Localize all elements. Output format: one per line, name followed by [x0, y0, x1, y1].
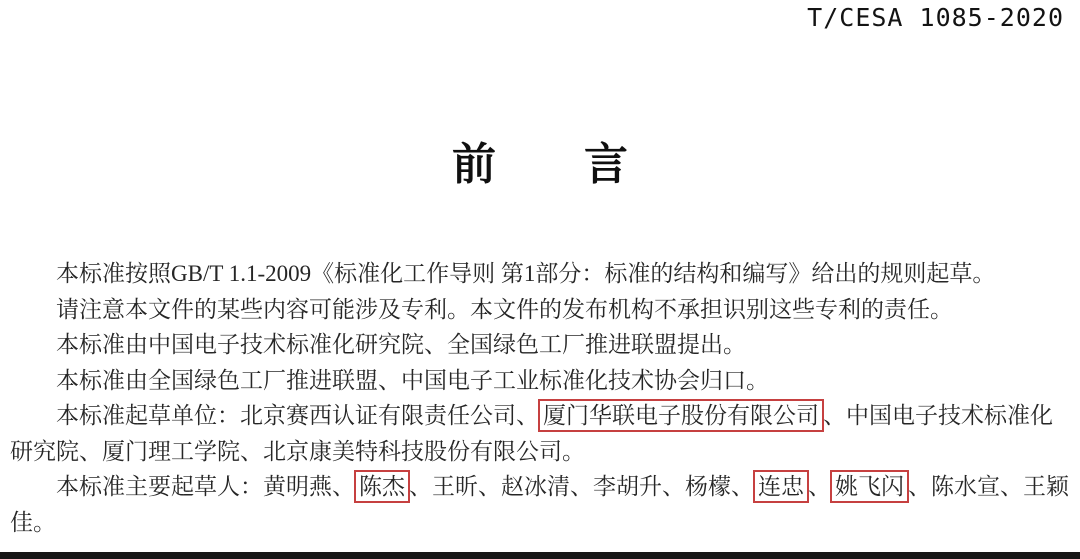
paragraph-text: 本标准由全国绿色工厂推进联盟、中国电子工业标准化技术协会归口。 [56, 367, 769, 393]
red-box-annotation-drafter: 陈杰 [354, 470, 410, 503]
red-box-annotation-drafter: 姚飞闪 [830, 470, 909, 503]
paragraph-text: 请注意本文件的某些内容可能涉及专利。本文件的发布机构不承担识别这些专利的责任。 [56, 296, 953, 322]
paragraph-text: 本标准由中国电子技术标准化研究院、全国绿色工厂推进联盟提出。 [56, 332, 746, 357]
paragraph-text: 、 [808, 474, 831, 499]
paragraph-text: 、陈水宣、王颖 [908, 474, 1069, 499]
paragraph-text: 本标准主要起草人：黄明燕、 [56, 474, 355, 499]
paragraph-text: 、王昕、赵冰清、李胡升、杨檬、 [409, 474, 754, 499]
paragraph-text: 本标准起草单位：北京赛西认证有限责任公司、 [56, 403, 539, 428]
red-box-annotation-drafter: 连忠 [753, 470, 809, 503]
page-title: 前 言 [452, 139, 628, 190]
page-bottom-edge [0, 552, 1080, 559]
paragraph-centralized-by [10, 363, 1076, 399]
paragraph-text: 本标准按照GB/T 1.1-2009《标准化工作导则 第1部分：标准的结构和编写》给出的规则起草。 [56, 261, 996, 286]
foreword-body [10, 256, 1076, 540]
paragraph-drafting-organizations-line2 [10, 434, 1076, 470]
paragraph-main-drafters-line1 [10, 469, 1076, 505]
red-box-annotation-organization: 厦门华联电子股份有限公司 [538, 399, 824, 432]
paragraph-main-drafters-line2 [10, 505, 1076, 541]
paragraph-patent-notice [10, 292, 1076, 328]
paragraph-text: 佳。 [10, 509, 56, 535]
paragraph-text: 、中国电子技术标准化 [823, 403, 1053, 428]
paragraph-drafting-rules [10, 256, 1076, 292]
paragraph-proposed-by [10, 327, 1076, 363]
paragraph-text: 研究院、厦门理工学院、北京康美特科技股份有限公司。 [10, 438, 585, 464]
standard-number: T/CESA 1085-2020 [807, 3, 1064, 32]
paragraph-drafting-organizations-line1 [10, 398, 1076, 434]
